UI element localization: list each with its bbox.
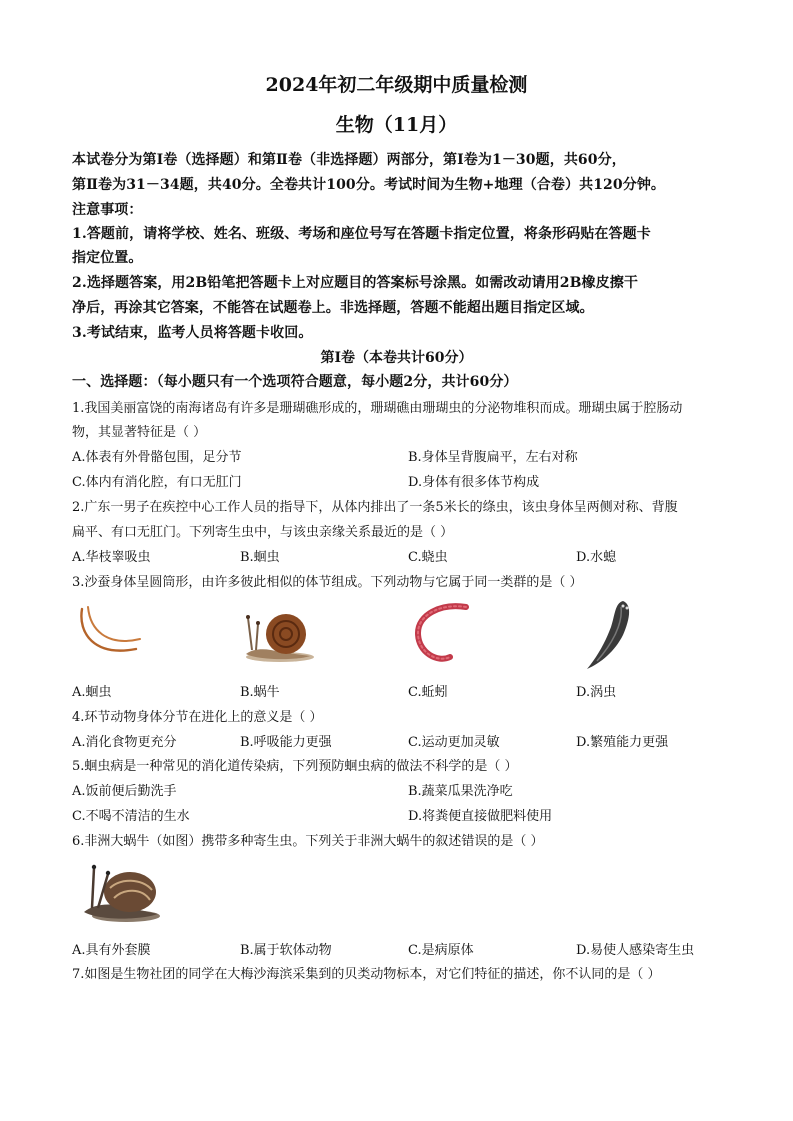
exam-subtitle: 生物（11月） [335,114,458,136]
question-1-option-a: A.体表有外骨骼包围，足分节 [72,450,242,465]
question-2-option-d: D.水螅 [576,550,617,565]
question-2-option-b: B.蛔虫 [240,550,280,565]
intro-line-2: 第Ⅱ卷为31－34题，共40分。全卷共计100分。考试时间为生物+地理（合卷）共120分钟。 [72,177,666,193]
question-1-option-b: B.身体呈背腹扁平，左右对称 [408,450,578,465]
question-4: 4.环节动物身体分节在进化上的意义是（ ） [72,710,323,725]
question-6-option-c: C.是病原体 [408,943,474,958]
note-1-line-b: 指定位置。 [72,250,143,266]
question-6-option-a: A.具有外套膜 [72,943,151,958]
question-5-option-b: B.蔬菜瓜果洗净吃 [408,784,513,799]
question-2-line-a: 2.广东一男子在疾控中心工作人员的指导下，从体内排出了一条5米长的绦虫，该虫身体呈两侧对称、背腹 [72,500,678,515]
note-1-line-a: 1.答题前，请将学校、姓名、班级、考场和座位号写在答题卡指定位置，将条形码贴在答题卡 [72,226,651,242]
part-title: 第Ⅰ卷（本卷共计60分） [320,350,473,366]
question-3-option-d: D.涡虫 [576,685,617,700]
question-5-option-d: D.将粪便直接做肥料使用 [408,809,553,824]
earthworm-image [410,601,472,667]
note-2-line-b: 净后，再涂其它答案，不能答在试题卷上。非选择题，答题不能超出题目指定区域。 [72,300,594,316]
intro-line-1: 本试卷分为第Ⅰ卷（选择题）和第Ⅱ卷（非选择题）两部分，第Ⅰ卷为1－30题，共60分， [72,152,626,168]
note-3: 3.考试结束，监考人员将答题卡收回。 [72,325,313,341]
question-1-option-d: D.身体有很多体节构成 [408,475,540,490]
question-6: 6.非洲大蜗牛（如图）携带多种寄生虫。下列关于非洲大蜗牛的叙述错误的是（ ） [72,834,544,849]
question-3: 3.沙蚕身体呈圆筒形，由许多彼此相似的体节组成。下列动物与它属于同一类群的是（ ） [72,575,583,590]
question-4-option-b: B.呼吸能力更强 [240,735,332,750]
question-6-option-d: D.易使人感染寄生虫 [576,943,695,958]
section-heading: 一、选择题：（每小题只有一个选项符合题意，每小题2分，共计60分） [72,374,518,390]
african-snail-image [80,858,162,924]
notes-title: 注意事项： [72,202,143,218]
question-2-option-a: A.华枝睾吸虫 [72,550,151,565]
roundworm-image [74,603,144,665]
question-3-option-a: A.蛔虫 [72,685,112,700]
question-1-line-a: 1.我国美丽富饶的南海诸岛有许多是珊瑚礁形成的，珊瑚礁由珊瑚虫的分泌物堆积而成。珊瑚虫属于腔肠动 [72,401,683,416]
question-5-option-c: C.不喝不清洁的生水 [72,809,190,824]
question-4-option-a: A.消化食物更充分 [72,735,177,750]
planarian-image [583,597,641,673]
question-2-option-c: C.蛲虫 [408,550,448,565]
snail-image [240,604,316,664]
question-3-option-c: C.蚯蚓 [408,685,448,700]
note-2-line-a: 2.选择题答案，用2B铅笔把答题卡上对应题目的答案标号涂黑。如需改动请用2B橡皮擦干 [72,275,638,291]
question-1-line-b: 物，其显著特征是（ ） [72,425,207,440]
question-7: 7.如图是生物社团的同学在大梅沙海滨采集到的贝类动物标本，对它们特征的描述，你不认同的是（ ） [72,967,661,982]
question-5: 5.蛔虫病是一种常见的消化道传染病，下列预防蛔虫病的做法不科学的是（ ） [72,759,518,774]
question-5-option-a: A.饭前便后勤洗手 [72,784,177,799]
question-6-option-b: B.属于软体动物 [240,943,332,958]
question-3-option-b: B.蜗牛 [240,685,280,700]
question-4-option-c: C.运动更加灵敏 [408,735,500,750]
exam-title: 2024年初二年级期中质量检测 [265,74,528,96]
question-4-option-d: D.繁殖能力更强 [576,735,669,750]
question-2-line-b: 扁平、有口无肛门。下列寄生虫中，与该虫亲缘关系最近的是（ ） [72,525,454,540]
question-1-option-c: C.体内有消化腔，有口无肛门 [72,475,242,490]
